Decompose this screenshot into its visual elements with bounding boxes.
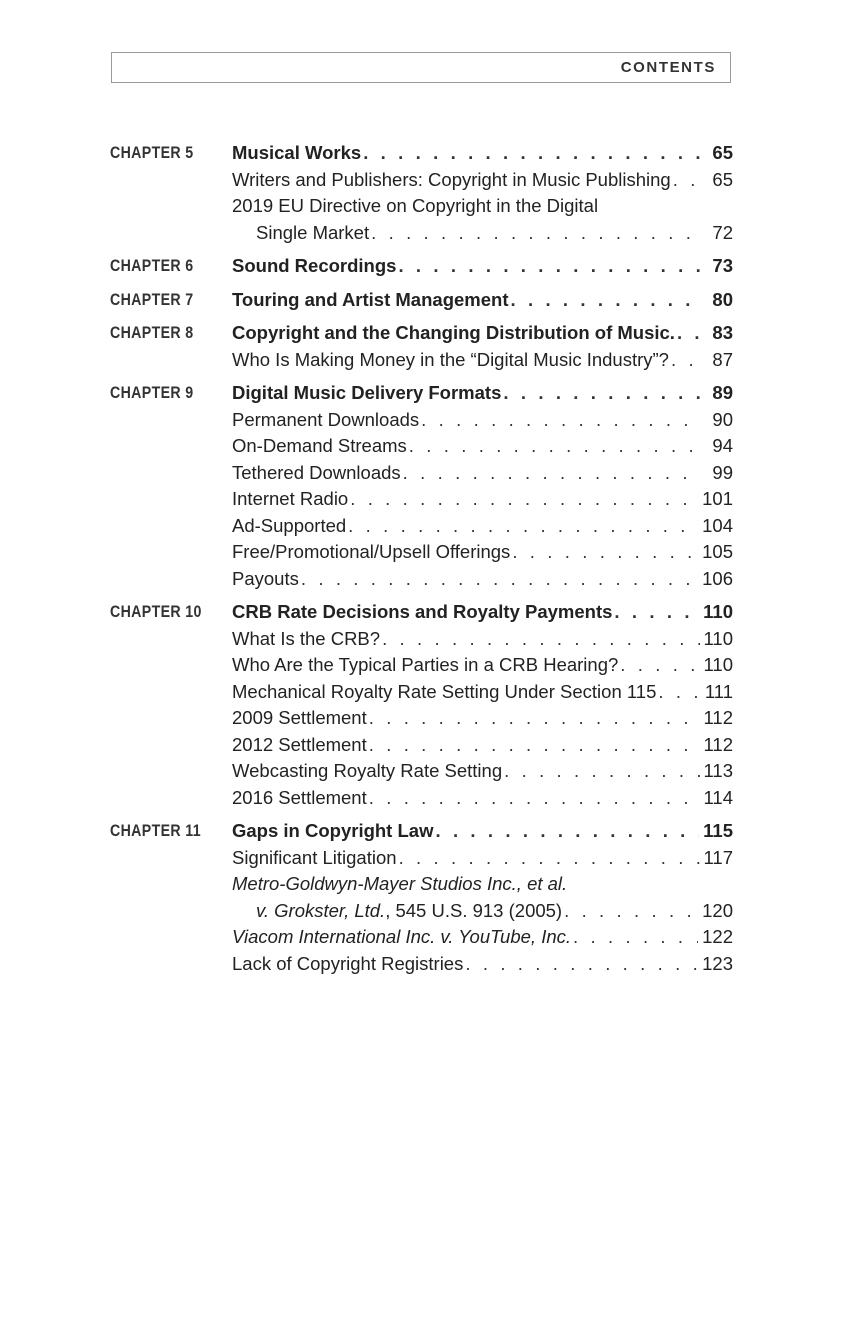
section-entry[interactable] [232,758,733,785]
entry-title: Webcasting Royalty Rate Setting [232,760,503,781]
entry-page: 112 [703,707,733,728]
entry-title: Viacom International Inc. v. YouTube, Inc. [232,926,572,947]
entry-page: 123 [702,952,733,974]
chapter-11 [110,818,733,977]
chapter-title-entry[interactable] [232,287,733,314]
chapter-6 [110,253,733,280]
entry-title: On-Demand Streams [232,435,407,456]
entry-title: Writers and Publishers: Copyright in Music Publishing [232,168,671,190]
running-header [111,52,731,83]
chapter-label: CHAPTER 10 [110,603,202,621]
chapter-title-entry[interactable] [232,140,733,167]
entry-page: 122 [702,926,733,947]
entry-title: What Is the CRB? [232,627,381,649]
dot-leader [350,486,698,513]
dot-leader [421,407,701,434]
section-entry[interactable] [232,652,733,679]
section-entry[interactable] [232,407,733,434]
section-entry[interactable] [232,513,733,540]
dot-leader [564,898,698,925]
dot-leader [369,785,700,812]
entry-page: 114 [703,786,733,808]
entry-title: Musical Works [232,142,362,163]
dot-leader [512,539,698,566]
entry-title: Lack of Copyright Registries [232,952,464,974]
section-entry[interactable] [232,433,733,460]
entry-title: Digital Music Delivery Formats [232,382,502,403]
chapter-label: CHAPTER 8 [110,324,194,342]
entry-page: 110 [703,654,733,675]
chapter-title-entry[interactable] [232,380,733,407]
dot-leader [363,140,701,167]
entry-title: Touring and Artist Management [232,288,509,310]
entry-page: 65 [712,142,733,163]
section-entry-first-line[interactable]: 2019 EU Directive on Copyright in the Digital [232,195,599,216]
entry-title: Who Is Making Money in the “Digital Music Industry”? [232,348,669,370]
entry-title: Payouts [232,567,299,589]
running-header-label: CONTENTS [620,59,716,76]
entry-page: 72 [712,221,733,243]
chapter-label: CHAPTER 5 [110,144,194,162]
section-entry[interactable] [232,539,733,566]
dot-leader [510,287,701,314]
entry-page: 104 [702,514,733,536]
chapter-title-entry[interactable] [232,599,733,626]
dot-leader [369,705,700,732]
entry-title: Free/Promotional/Upsell Offerings [232,541,511,562]
entry-page: 110 [703,627,733,649]
case-entry-continuation[interactable] [232,898,733,925]
entry-page: 73 [712,255,733,276]
entry-page: 115 [703,820,733,841]
chapter-8 [110,320,733,373]
entry-title: Who Are the Typical Parties in a CRB Hearing? [232,654,619,675]
dot-leader [673,167,701,194]
entry-title: Copyright and the Changing Distribution of Music. [232,322,675,343]
dot-leader [382,626,699,653]
dot-leader [399,845,700,872]
entry-title: Permanent Downloads [232,408,420,430]
chapter-7 [110,287,733,314]
dot-leader [371,220,701,247]
dot-leader [409,433,701,460]
entry-page: 87 [712,348,733,370]
entry-title: Significant Litigation [232,846,397,868]
entry-title: Tethered Downloads [232,461,401,483]
section-entry[interactable] [232,486,733,513]
table-of-contents [110,140,733,984]
entry-page: 111 [704,680,733,702]
section-entry[interactable] [232,679,733,706]
entry-title: Gaps in Copyright Law [232,820,434,841]
dot-leader [403,460,701,487]
dot-leader [398,253,701,280]
dot-leader [677,320,701,347]
entry-page: 113 [703,760,733,781]
chapter-title-entry[interactable] [232,320,733,347]
chapter-10 [110,599,733,811]
case-name-italic: v. Grokster, Ltd. [256,899,386,921]
section-entry[interactable] [232,460,733,487]
chapter-label: CHAPTER 11 [110,822,201,840]
entry-title: Ad-Supported [232,514,347,536]
chapter-title-entry[interactable] [232,253,733,280]
entry-page: 117 [703,846,733,868]
entry-page: 106 [702,567,733,589]
dot-leader [658,679,701,706]
chapter-title-entry[interactable] [232,818,733,845]
dot-leader [503,380,701,407]
case-entry-first-line[interactable]: Metro-Goldwyn-Mayer Studios Inc., et al. [232,873,568,894]
chapter-5 [110,140,733,246]
section-entry[interactable] [232,705,733,732]
dot-leader [671,347,701,374]
dot-leader [573,924,698,951]
entry-page: 90 [712,408,733,430]
entry-title [256,898,562,925]
dot-leader [369,732,700,759]
case-citation: , 545 U.S. 913 (2005) [385,899,563,921]
section-entry[interactable] [232,951,733,978]
entry-page: 120 [702,899,733,921]
case-entry[interactable] [232,924,733,951]
entry-title: 2009 Settlement [232,707,367,728]
entry-page: 83 [712,322,733,343]
section-entry[interactable] [232,347,733,374]
entry-page: 110 [703,601,733,622]
chapter-label: CHAPTER 6 [110,257,194,275]
section-entry[interactable] [232,626,733,653]
section-entry[interactable] [232,167,733,194]
dot-leader [435,818,699,845]
dot-leader [301,566,698,593]
entry-page: 65 [712,168,733,190]
dot-leader [614,599,699,626]
section-entry-continuation[interactable] [232,220,733,247]
entry-page: 105 [702,541,733,562]
entry-title: 2016 Settlement [232,786,367,808]
entry-title: Single Market [256,221,370,243]
entry-title: Internet Radio [232,488,349,509]
chapter-9 [110,380,733,592]
chapter-label: CHAPTER 9 [110,384,194,402]
section-entry[interactable] [232,566,733,593]
entry-page: 89 [712,382,733,403]
dot-leader [348,513,698,540]
entry-page: 112 [703,733,733,755]
entry-page: 94 [712,435,733,456]
dot-leader [465,951,698,978]
section-entry[interactable] [232,785,733,812]
entry-title: CRB Rate Decisions and Royalty Payments [232,601,613,622]
entry-page: 99 [712,461,733,483]
chapter-label: CHAPTER 7 [110,290,194,309]
section-entry[interactable] [232,732,733,759]
entry-title: 2012 Settlement [232,733,367,755]
dot-leader [504,758,699,785]
entry-page: 80 [712,288,733,310]
section-entry[interactable] [232,845,733,872]
dot-leader [620,652,699,679]
entry-title: Mechanical Royalty Rate Setting Under Section 115 [232,680,657,702]
entry-page: 101 [702,488,733,509]
entry-title: Sound Recordings [232,255,397,276]
